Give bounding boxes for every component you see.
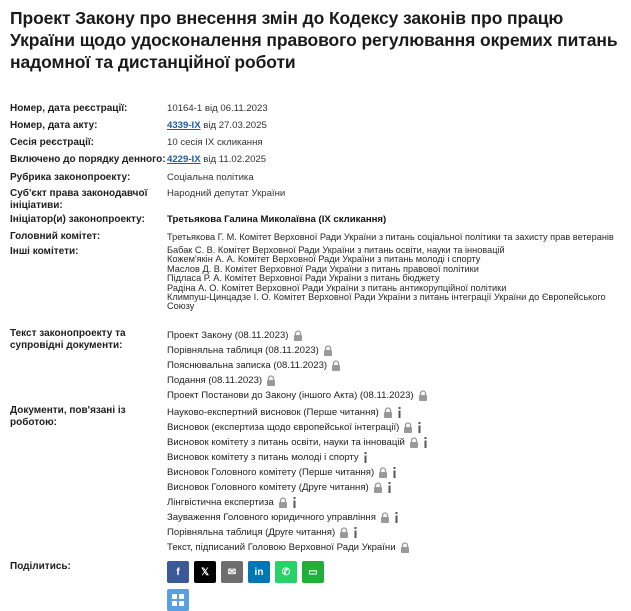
lock-icon [380,512,390,523]
related-label: Документи, пов'язані із роботою: [10,405,126,428]
lock-icon [339,527,349,538]
text-doc-item[interactable]: Проект Закону (08.11.2023) [167,328,621,343]
related-doc-item[interactable]: Висновок комітету з питань освіти, науки та інновацій [167,435,621,450]
facebook-icon: f [176,566,180,578]
main-committee-value: Третьякова Г. М. Комітет Верховної Ради України з питань соціальної політики та захисту прав ветеранів [167,232,614,242]
agenda-date: від 11.02.2025 [200,154,267,165]
related-doc-item[interactable]: Висновок Головного комітету (Перше читання) [167,465,621,480]
lock-icon [373,482,383,493]
whatsapp-icon: ✆ [281,566,291,578]
page-title: Проект Закону про внесення змін до Кодексу законів про працю України щодо удосконалення правового регулювання окремих питань надомної та дистанційної роботи [10,8,618,72]
share-buttons [167,561,324,611]
act-number-link[interactable]: 4339-IX [167,120,201,131]
share-row [10,561,621,611]
lock-icon [266,375,276,386]
related-doc-item[interactable]: Науково-експертний висновок (Перше читання) [167,405,621,420]
lock-icon [278,497,288,508]
linkedin-share-button[interactable] [248,561,270,583]
x-share-button[interactable] [194,561,216,583]
reg-label: Номер, дата реєстрації: [10,103,128,114]
related-doc-item[interactable]: Текст, підписаний Головою Верховної Ради України [167,540,621,555]
initiator-label: Ініціатор(и) законопроекту: [10,214,145,225]
lock-icon [400,542,410,553]
initiator-value: Третьякова Галина Миколаївна (IX скликання) [167,214,387,225]
rubric-row [10,172,621,188]
subject-row [10,188,621,214]
related-doc-item[interactable]: Зауваження Головного юридичного управління [167,510,621,525]
committee-item: Підласа Р. А. Комітет Верховної Ради України з питань бюджету [167,273,440,284]
other-committees-list [167,246,621,312]
related-row [10,405,621,555]
act-date: від 27.03.2025 [200,120,267,131]
rubric-label: Рубрика законопроекту: [10,172,131,183]
lock-icon [293,330,303,341]
agenda-label: Включено до порядку денного: [10,154,166,165]
related-doc-item[interactable]: Висновок (експертиза щодо європейської інтеграції) [167,420,621,435]
subject-label: Суб'єкт права законодавчої ініціативи: [10,188,148,211]
info-icon[interactable] [387,482,392,493]
related-list [167,405,621,555]
info-icon[interactable] [394,512,399,523]
related-doc-item[interactable]: Порівняльна таблиця (Друге читання) [167,525,621,540]
act-row [10,120,621,137]
session-value: 10 сесія IX скликання [167,137,263,148]
text-doc-item[interactable]: Порівняльна таблиця (08.11.2023) [167,343,621,358]
committee-item: Бабак С. В. Комітет Верховної Ради України з питань освіти, науки та інновацій [167,245,505,255]
session-label: Сесія реєстрації: [10,137,94,148]
x-icon: 𝕏 [200,566,210,578]
act-label: Номер, дата акту: [10,120,98,131]
text-doc-item[interactable]: Проект Постанови до Закону (іншого Акта) (08.11.2023) [167,388,621,403]
agenda-number-link[interactable]: 4229-IX [167,154,201,165]
texts-row [10,328,621,405]
lock-icon [383,407,393,418]
email-icon: ✉ [227,566,237,578]
whatsapp-share-button[interactable] [275,561,297,583]
text-doc-item[interactable]: Пояснювальна записка (08.11.2023) [167,358,621,373]
lock-icon [331,360,341,371]
texts-label: Текст законопроекту та супровідні документи: [10,328,126,351]
related-doc-item[interactable]: Лінгвістична експертиза [167,495,621,510]
info-icon[interactable] [397,407,402,418]
reg-row [10,103,621,120]
info-icon[interactable] [292,497,297,508]
committee-item: Радіна А. О. Комітет Верховної Ради України з питань антикорупційної політики [167,282,507,293]
lock-icon [403,422,413,433]
subject-value: Народний депутат України [167,188,286,199]
lock-icon [418,390,428,401]
share-label: Поділитись: [10,561,71,572]
info-icon[interactable] [417,422,422,433]
committee-item: Климпуш-Цинцадзе І. О. Комітет Верховної Ради України з питань інтеграції України до Європейського [167,292,606,303]
linkedin-icon: in [254,566,264,578]
info-icon[interactable] [363,452,368,463]
other-committees-label: Інші комітети: [10,246,79,257]
session-row [10,137,621,154]
other-committees-row [10,246,621,328]
committee-item: Маслов Д. В. Комітет Верховної Ради України з питань правової політики [167,263,479,274]
related-doc-item[interactable]: Висновок комітету з питань молоді і спорту [167,450,621,465]
agenda-row [10,154,621,172]
lock-icon [378,467,388,478]
more-share-button[interactable] [167,589,189,611]
sms-icon: ▭ [308,566,318,578]
reg-value: 10164-1 від 06.11.2023 [167,103,268,114]
main-committee-row [10,231,621,246]
related-doc-item[interactable]: Висновок Головного комітету (Друге читання) [167,480,621,495]
committee-item: Союзу [167,301,195,312]
grid-icon [172,594,184,606]
sms-share-button[interactable] [302,561,324,583]
info-icon[interactable] [423,437,428,448]
committee-item: Кожем'якін А. А. Комітет Верховної Ради України з питань молоді і спорту [167,254,481,265]
main-committee-label: Головний комітет: [10,231,101,242]
info-icon[interactable] [392,467,397,478]
info-icon[interactable] [353,527,358,538]
texts-list [167,328,621,403]
lock-icon [323,345,333,356]
email-share-button[interactable] [221,561,243,583]
lock-icon [409,437,419,448]
facebook-share-button[interactable] [167,561,189,583]
text-doc-item[interactable]: Подання (08.11.2023) [167,373,621,388]
initiator-row [10,214,621,231]
rubric-value: Соціальна політика [167,172,254,183]
